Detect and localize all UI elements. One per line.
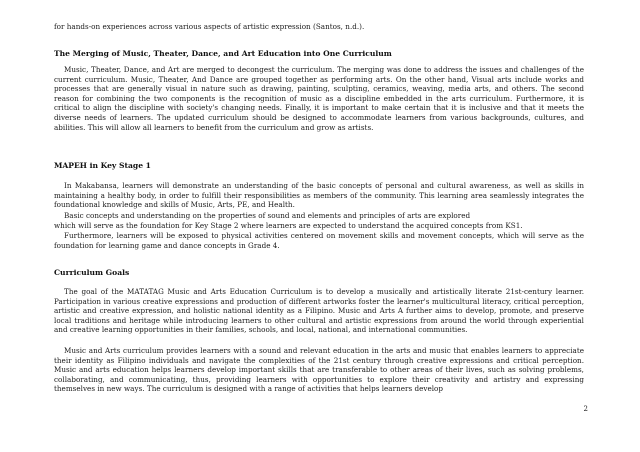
key-stage-paragraph-2: Basic concepts and understanding on the properties of sound and elements and principles of arts are explored bbox=[64, 211, 471, 220]
key-stage-paragraph-3: which will serve as the foundation for Key Stage 2 where learners are expected to understand the acquired concepts from KS1. bbox=[54, 221, 523, 230]
key-stage-paragraph-4: Furthermore, learners will be exposed to physical activities centered on movement skills and movement concepts, which will serve as the foundation for learning game and dance concepts in Grade 4. bbox=[54, 231, 584, 250]
section-heading-curriculum-goals: Curriculum Goals bbox=[54, 268, 130, 277]
goals-paragraph-2: Music and Arts curriculum provides learners with a sound and relevant education in the arts and music that enables learners to appreciate their identity as Filipino individuals and navigate the complexities of the 21st century through creative expressions and critical perception. Music and arts education helps learners develop important skills that are transferable to other areas of their lives, such as solving problems, collaborating, and communicating, thus, providing learners with opportunities to explore their creativity and artistry and expressing themselves in new ways. The curriculum is designed with a range of activities that helps learners develop bbox=[54, 346, 584, 394]
merging-paragraph: Music, Theater, Dance, and Art are merged to decongest the curriculum. The merging was done to address the issues and challenges of the current curriculum. Music, Theater, And Dance are grouped together as performing arts. On the other hand, Visual arts include works and processes that are generally visual in nature such as drawing, painting, sculpting, ceramics, weaving, media arts, and others. The second reason for combining the two components is the recognition of music as a discipline embedded in the arts curriculum. Furthermore, it is critical to align the discipline with society's changing needs. Finally, it is important to make certain that it is inclusive and that it meets the diverse needs of learners. The updated curriculum should be designed to accommodate learners from various backgrounds, cultures, and abilities. This will allow all learners to benefit from the curriculum and grow as artists. bbox=[54, 65, 584, 132]
section-heading-merging: The Merging of Music, Theater, Dance, and Art Education into One Curriculum bbox=[54, 49, 392, 58]
section-heading-key-stage-1: MAPEH in Key Stage 1 bbox=[54, 161, 151, 170]
key-stage-paragraph-1: In Makabansa, learners will demonstrate an understanding of the basic concepts of personal and cultural awareness, as well as skills in maintaining a healthy body, in order to fulfill their responsibilities as members of the community. This learning area seamlessly integrates the foundational knowledge and skills of Music, Arts, PE, and Health. bbox=[54, 181, 584, 210]
goals-paragraph-1: The goal of the MATATAG Music and Arts Education Curriculum is to develop a musically and artistically literate 21st-century learner. Participation in various creative expressions and production of different artworks foster the learner's multicultural literacy, critical perception, artistic and creative expression, and holistic national identity as a Filipino. Music and Arts A further aims to develop, promote, and preserve local traditions and heritage while introducing learners to other cultural and artistic expressions from around the world through experiential and creative learning opportunities in their families, schools, and local, national, and international communities. bbox=[54, 287, 584, 335]
intro-tail-text: for hands-on experiences across various aspects of artistic expression (Santos, n.d.). bbox=[54, 22, 365, 31]
page-number: 2 bbox=[583, 405, 588, 413]
